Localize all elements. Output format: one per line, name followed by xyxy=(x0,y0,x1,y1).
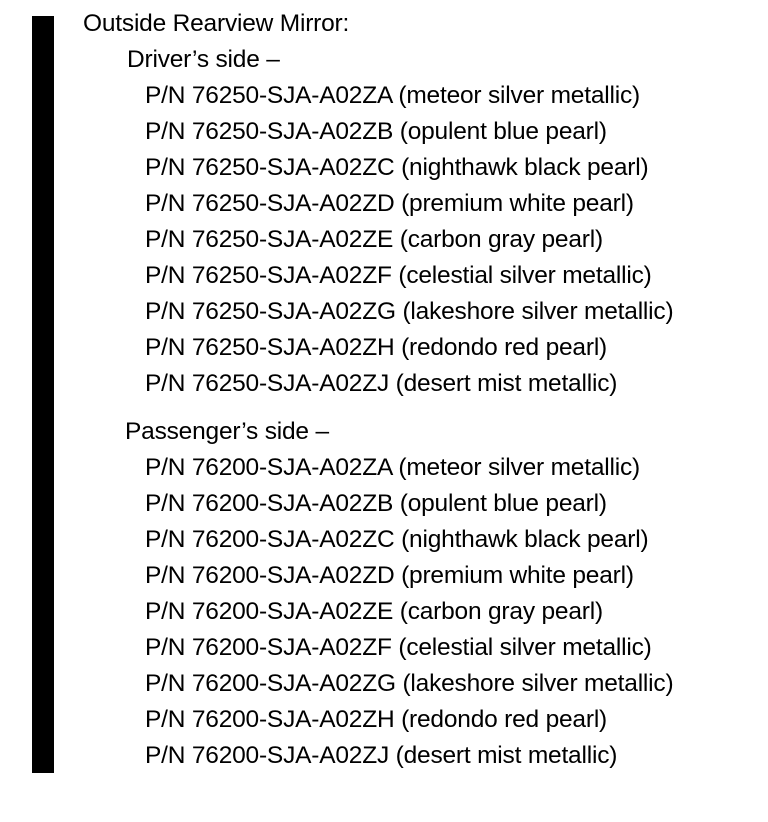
part-number-item: P/N 76250-SJA-A02ZG (lakeshore silver metallic) xyxy=(145,298,674,325)
part-number-item: P/N 76250-SJA-A02ZD (premium white pearl) xyxy=(145,190,634,217)
part-number-item: P/N 76250-SJA-A02ZA (meteor silver metallic) xyxy=(145,82,640,109)
part-number-item: P/N 76250-SJA-A02ZC (nighthawk black pearl) xyxy=(145,154,649,181)
part-number-item: P/N 76250-SJA-A02ZB (opulent blue pearl) xyxy=(145,118,607,145)
revision-change-bar xyxy=(32,16,54,773)
part-number-item: P/N 76250-SJA-A02ZH (redondo red pearl) xyxy=(145,334,608,361)
mirror-parts-section xyxy=(83,6,673,774)
part-number-item: P/N 76200-SJA-A02ZF (celestial silver metallic) xyxy=(145,634,652,661)
driver-side-label: Driver’s side – xyxy=(127,46,280,73)
driver-side-part-list xyxy=(83,78,673,402)
passenger-side-label: Passenger’s side – xyxy=(125,418,329,445)
part-number-item: P/N 76200-SJA-A02ZJ (desert mist metallic) xyxy=(145,742,618,769)
driver-side-group xyxy=(83,42,673,402)
part-number-item: P/N 76250-SJA-A02ZE (carbon gray pearl) xyxy=(145,226,603,253)
part-number-item: P/N 76200-SJA-A02ZH (redondo red pearl) xyxy=(145,706,608,733)
part-number-item: P/N 76200-SJA-A02ZA (meteor silver metallic) xyxy=(145,454,640,481)
part-number-item: P/N 76200-SJA-A02ZC (nighthawk black pearl) xyxy=(145,526,649,553)
section-heading: Outside Rearview Mirror: xyxy=(83,10,350,37)
passenger-side-part-list xyxy=(83,450,673,774)
part-number-item: P/N 76200-SJA-A02ZD (premium white pearl) xyxy=(145,562,634,589)
part-number-item: P/N 76250-SJA-A02ZF (celestial silver metallic) xyxy=(145,262,652,289)
part-number-item: P/N 76250-SJA-A02ZJ (desert mist metallic) xyxy=(145,370,618,397)
passenger-side-group xyxy=(83,414,673,774)
part-number-item: P/N 76200-SJA-A02ZE (carbon gray pearl) xyxy=(145,598,603,625)
part-number-item: P/N 76200-SJA-A02ZB (opulent blue pearl) xyxy=(145,490,607,517)
part-number-item: P/N 76200-SJA-A02ZG (lakeshore silver metallic) xyxy=(145,670,674,697)
